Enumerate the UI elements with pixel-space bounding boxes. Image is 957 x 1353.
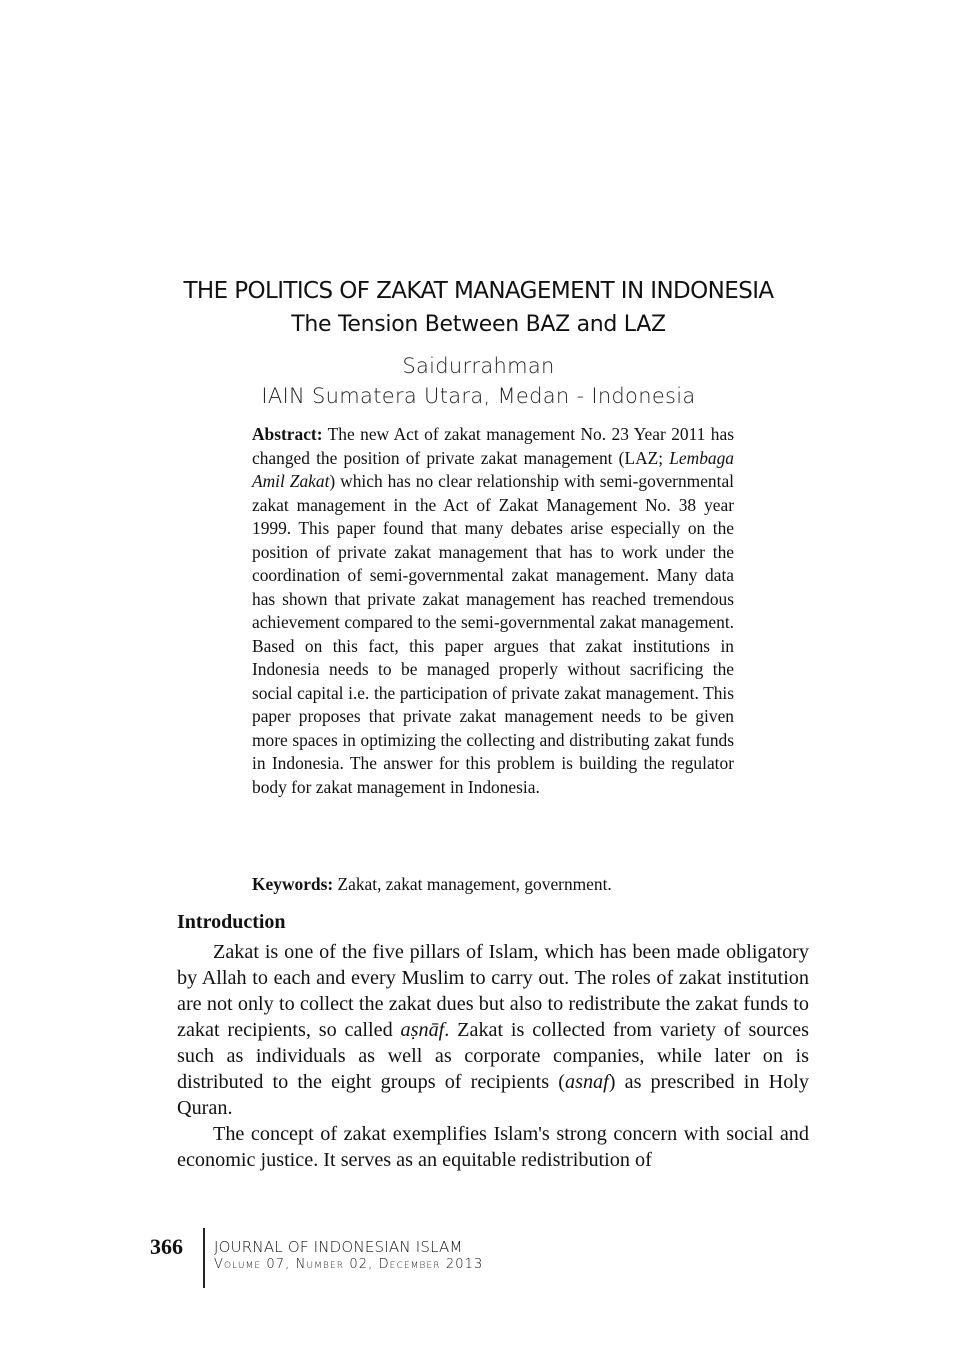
p1-italic-asnaf-1: aṣnāf: [400, 1019, 445, 1041]
introduction-paragraph-1: [177, 939, 809, 1121]
abstract-text-1: The new Act of zakat management No. 23 Year 2011 has changed the position of private zakat management (LAZ;: [252, 424, 734, 468]
author-name: Saidurrahman: [402, 354, 555, 378]
p2-text: The concept of zakat exemplifies Islam's strong concern with social and economic justice. It serves as an equitable redistribution of: [177, 1123, 809, 1171]
p1-text-c: ) as prescribed in Holy Quran.: [177, 1071, 809, 1119]
paper-subtitle: The Tension Between BAZ and LAZ: [291, 312, 666, 337]
p1-italic-asnaf-2: asnaf: [565, 1071, 609, 1093]
keywords-label: Keywords:: [252, 874, 334, 894]
abstract-label: Abstract:: [252, 424, 323, 444]
abstract-text-2: ) which has no clear relationship with semi-governmental zakat management in the Act of Zakat Management No. 38 year 1999. This paper found that many debates arise especially on the position of private zakat management that has to work under the coordination of semi-governmental zakat management. Many data has shown that private zakat management has reached tremendous achievement compared to the semi-governmental zakat management. Based on this fact, this paper argues that zakat institutions in Indonesia needs to be managed properly without sacrificing the social capital i.e. the participation of private zakat management. This paper proposes that private zakat management needs to be given more spaces in optimizing the collecting and distributing zakat funds in Indonesia. The answer for this problem is building the regulator body for zakat management in Indonesia.: [252, 471, 734, 797]
footer-divider: [203, 1228, 205, 1288]
p1-text-b: . Zakat is collected from variety of sources such as individuals as well as corporate companies, while later on is distributed to the eight groups of recipients (: [177, 1019, 809, 1093]
p1-text-a: Zakat is one of the five pillars of Islam, which has been made obligatory by Allah to each and every Muslim to carry out. The roles of zakat institution are not only to collect the zakat dues but also to redistribute the zakat funds to zakat recipients, so called: [177, 941, 809, 1041]
abstract: [252, 423, 734, 799]
abstract-italic-term: Lembaga Amil Zakat: [252, 447, 734, 491]
journal-name: JOURNAL OF INDONESIAN ISLAM: [214, 1238, 463, 1256]
introduction-paragraph-2: [177, 1121, 809, 1173]
page-number: 366: [150, 1234, 183, 1259]
section-heading-introduction: Introduction: [177, 911, 286, 933]
keywords-text: Zakat, zakat management, government.: [333, 874, 612, 894]
paper-title: THE POLITICS OF ZAKAT MANAGEMENT IN INDONESIA: [183, 278, 774, 304]
keywords: [252, 873, 734, 897]
journal-volume: Volume 07, Number 02, December 2013: [214, 1257, 484, 1272]
author-affiliation: IAIN Sumatera Utara, Medan - Indonesia: [261, 384, 696, 408]
